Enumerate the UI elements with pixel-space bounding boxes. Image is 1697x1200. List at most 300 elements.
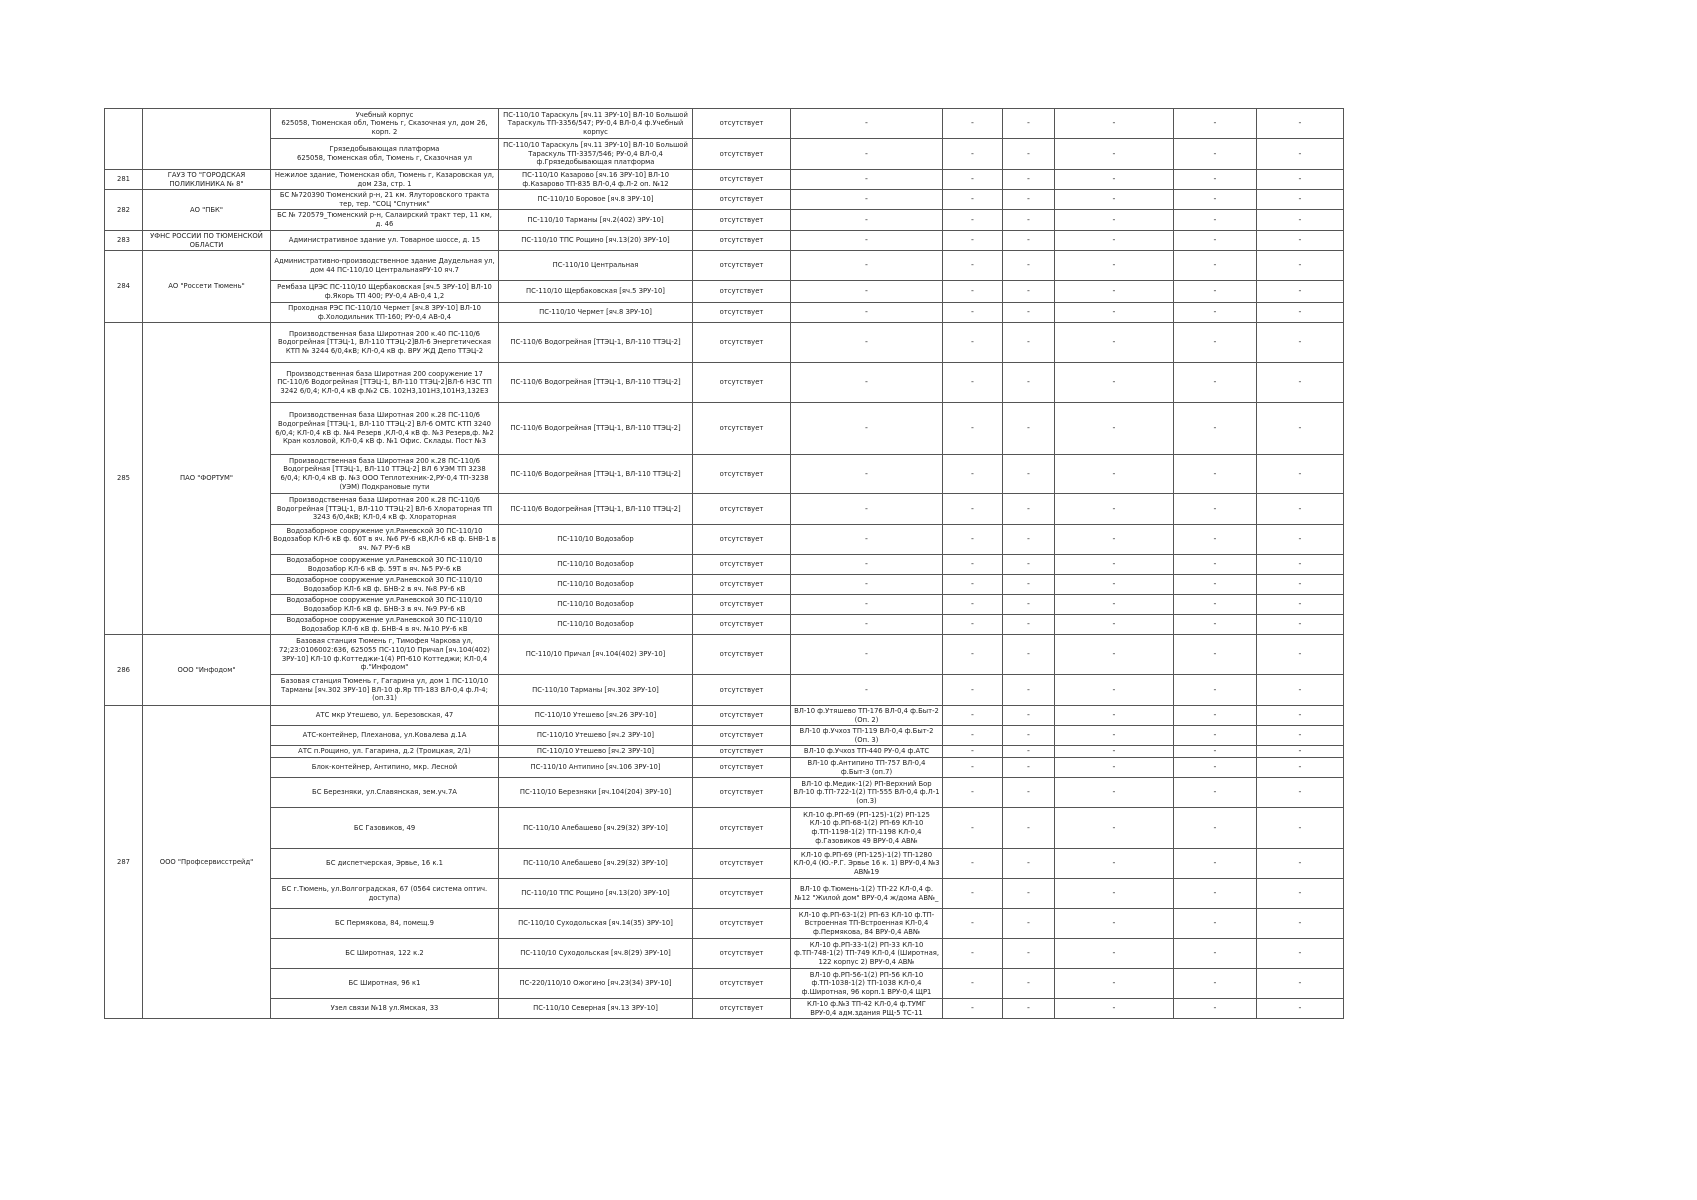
object-cell: БС диспетчерская, Эрвье, 16 к.1 — [271, 849, 499, 879]
status-cell: отсутствует — [693, 494, 791, 525]
object-cell: АТС п.Рощино, ул. Гагарина, д.2 (Троицкая, 2/1) — [271, 746, 499, 758]
status-cell: отсутствует — [693, 706, 791, 726]
table-row — [105, 363, 1344, 403]
col7-cell: - — [1003, 109, 1055, 139]
col10-cell: - — [1257, 778, 1344, 808]
col7-cell: - — [1003, 231, 1055, 251]
col7-cell: - — [1003, 778, 1055, 808]
col9-cell: - — [1174, 170, 1257, 190]
line-cell: КЛ-10 ф.РП-69 (РП-125)-1(2) РП-125 КЛ-10 ф.РП-68-1(2) РП-69 КЛ-10 ф.ТП-1198-1(2) ТП-1198 КЛ-0,4 ф.Газовиков 49 ВРУ-0,4 АВ№ — [791, 808, 943, 849]
power-source-cell: ПС-110/10 Антипино [яч.106 ЗРУ-10] — [499, 758, 693, 778]
col8-cell: - — [1055, 363, 1174, 403]
object-cell: Административно-производственное здание Даудельная ул, дом 44 ПС-110/10 ЦентральнаяРУ-10 яч.7 — [271, 251, 499, 281]
col8-cell: - — [1055, 595, 1174, 615]
line-cell: - — [791, 190, 943, 210]
line-cell: - — [791, 525, 943, 555]
col6-cell: - — [943, 494, 1003, 525]
col10-cell: - — [1257, 635, 1344, 675]
row-number-cell: 286 — [105, 635, 143, 706]
col10-cell: - — [1257, 281, 1344, 303]
table-row — [105, 403, 1344, 455]
object-cell: Водозаборное сооружение ул.Раневской 30 ПС-110/10 Водозабор КЛ-6 кВ ф. БНВ-3 в яч. №9 РУ-6 кВ — [271, 595, 499, 615]
row-number-cell: 284 — [105, 251, 143, 323]
col9-cell: - — [1174, 969, 1257, 999]
line-cell: - — [791, 363, 943, 403]
col10-cell: - — [1257, 575, 1344, 595]
col6-cell: - — [943, 758, 1003, 778]
col7-cell: - — [1003, 615, 1055, 635]
table-row — [105, 139, 1344, 170]
col6-cell: - — [943, 595, 1003, 615]
col10-cell: - — [1257, 879, 1344, 909]
line-cell: - — [791, 170, 943, 190]
line-cell: - — [791, 109, 943, 139]
status-cell: отсутствует — [693, 808, 791, 849]
col8-cell: - — [1055, 808, 1174, 849]
col8-cell: - — [1055, 190, 1174, 210]
power-source-cell: ПС-110/6 Водогрейная [ТТЭЦ-1, ВЛ-110 ТТЭЦ-2] — [499, 323, 693, 363]
col9-cell: - — [1174, 746, 1257, 758]
col7-cell: - — [1003, 403, 1055, 455]
col8-cell: - — [1055, 969, 1174, 999]
organization-cell: АО "Россети Тюмень" — [143, 251, 271, 323]
col9-cell: - — [1174, 455, 1257, 494]
col7-cell: - — [1003, 706, 1055, 726]
col6-cell: - — [943, 746, 1003, 758]
line-cell: - — [791, 455, 943, 494]
col7-cell: - — [1003, 575, 1055, 595]
col10-cell: - — [1257, 808, 1344, 849]
col6-cell: - — [943, 109, 1003, 139]
table-row — [105, 706, 1344, 726]
status-cell: отсутствует — [693, 251, 791, 281]
organization-cell: УФНС РОССИИ ПО ТЮМЕНСКОЙ ОБЛАСТИ — [143, 231, 271, 251]
col10-cell: - — [1257, 939, 1344, 969]
power-source-cell: ПС-110/10 ТПС Рощино [яч.13(20) ЗРУ-10] — [499, 879, 693, 909]
status-cell: отсутствует — [693, 455, 791, 494]
object-cell: Рембаза ЦРЭС ПС-110/10 Щербаковская [яч.5 ЗРУ-10] ВЛ-10 ф.Якорь ТП 400; РУ-0,4 АВ-0,4 1,2 — [271, 281, 499, 303]
object-cell: Водозаборное сооружение ул.Раневской 30 ПС-110/10 Водозабор КЛ-6 кВ ф. БНВ-4 в яч. №10 РУ-6 кВ — [271, 615, 499, 635]
col6-cell: - — [943, 231, 1003, 251]
col9-cell: - — [1174, 675, 1257, 706]
col7-cell: - — [1003, 879, 1055, 909]
status-cell: отсутствует — [693, 190, 791, 210]
power-source-cell: ПС-110/10 Березняки [яч.104(204) ЗРУ-10] — [499, 778, 693, 808]
line-cell: ВЛ-10 ф.Учхоз ТП-440 РУ-0,4 ф.АТС — [791, 746, 943, 758]
organization-cell: ООО "Профсервисстрейд" — [143, 706, 271, 1019]
status-cell: отсутствует — [693, 675, 791, 706]
line-cell: ВЛ-10 ф.Антипино ТП-757 ВЛ-0,4 ф.Быт-3 (оп.7) — [791, 758, 943, 778]
power-source-cell: ПС-110/10 Водозабор — [499, 595, 693, 615]
col9-cell: - — [1174, 575, 1257, 595]
status-cell: отсутствует — [693, 726, 791, 746]
line-cell: - — [791, 615, 943, 635]
col8-cell: - — [1055, 555, 1174, 575]
table-row — [105, 778, 1344, 808]
object-cell: БС Широтная, 122 к.2 — [271, 939, 499, 969]
col7-cell: - — [1003, 909, 1055, 939]
line-cell: ВЛ-10 ф.Утяшево ТП-176 ВЛ-0,4 ф.Быт-2 (Оп. 2) — [791, 706, 943, 726]
power-source-cell: ПС-110/10 Тараскуль [яч.11 ЗРУ-10] ВЛ-10 Большой Тараскуль ТП-3356/547; РУ-0,4 ВЛ-0,4 ф.Учебный корпус — [499, 109, 693, 139]
object-cell: Проходная РЭС ПС-110/10 Чермет [яч.8 ЗРУ-10] ВЛ-10 ф.Холодильник ТП-160; РУ-0,4 АВ-0,4 — [271, 303, 499, 323]
col9-cell: - — [1174, 251, 1257, 281]
line-cell: ВЛ-10 ф.РП-56-1(2) РП-56 КЛ-10 ф.ТП-1038-1(2) ТП-1038 КЛ-0,4 ф.Широтная, 96 корп.1 ВРУ-0,4 ЩР1 — [791, 969, 943, 999]
status-cell: отсутствует — [693, 778, 791, 808]
table-row — [105, 635, 1344, 675]
status-cell: отсутствует — [693, 635, 791, 675]
power-source-cell: ПС-110/10 Суходольская [яч.8(29) ЗРУ-10] — [499, 939, 693, 969]
power-source-cell: ПС-110/10 Казарово [яч.16 ЗРУ-10] ВЛ-10 ф.Казарово ТП-835 ВЛ-0,4 ф.Л-2 оп. №12 — [499, 170, 693, 190]
col6-cell: - — [943, 808, 1003, 849]
status-cell: отсутствует — [693, 909, 791, 939]
table-row — [105, 555, 1344, 575]
line-cell: - — [791, 139, 943, 170]
power-source-cell: ПС-110/10 Тарманы [яч.302 ЗРУ-10] — [499, 675, 693, 706]
line-cell: - — [791, 210, 943, 231]
col6-cell: - — [943, 726, 1003, 746]
object-cell: БС Газовиков, 49 — [271, 808, 499, 849]
object-cell: АТС мкр Утешево, ул. Березовская, 47 — [271, 706, 499, 726]
line-cell: ВЛ-10 ф.Учхоз ТП-119 ВЛ-0,4 ф.Быт-2 (Оп. 3) — [791, 726, 943, 746]
power-source-cell: ПС-110/10 Причал [яч.104(402) ЗРУ-10] — [499, 635, 693, 675]
col8-cell: - — [1055, 999, 1174, 1019]
table-row — [105, 281, 1344, 303]
col10-cell: - — [1257, 999, 1344, 1019]
col7-cell: - — [1003, 635, 1055, 675]
status-cell: отсутствует — [693, 879, 791, 909]
object-cell: Блок-контейнер, Антипино, мкр. Лесной — [271, 758, 499, 778]
table-row — [105, 758, 1344, 778]
col6-cell: - — [943, 281, 1003, 303]
col10-cell: - — [1257, 170, 1344, 190]
power-source-cell: ПС-110/6 Водогрейная [ТТЭЦ-1, ВЛ-110 ТТЭЦ-2] — [499, 363, 693, 403]
col9-cell: - — [1174, 190, 1257, 210]
col9-cell: - — [1174, 555, 1257, 575]
line-cell: - — [791, 303, 943, 323]
col8-cell: - — [1055, 251, 1174, 281]
col9-cell: - — [1174, 494, 1257, 525]
col10-cell: - — [1257, 969, 1344, 999]
status-cell: отсутствует — [693, 323, 791, 363]
col6-cell: - — [943, 999, 1003, 1019]
col7-cell: - — [1003, 303, 1055, 323]
object-cell: Базовая станция Тюмень г, Гагарина ул, дом 1 ПС-110/10 Тарманы [яч.302 ЗРУ-10] ВЛ-10 ф.Яр ТП-183 ВЛ-0,4 ф.Л-4; (оп.31) — [271, 675, 499, 706]
row-number-cell: 287 — [105, 706, 143, 1019]
status-cell: отсутствует — [693, 969, 791, 999]
line-cell: - — [791, 281, 943, 303]
col10-cell: - — [1257, 746, 1344, 758]
power-source-cell: ПС-110/10 Водозабор — [499, 615, 693, 635]
power-source-cell: ПС-110/10 Алебашево [яч.29(32) ЗРУ-10] — [499, 849, 693, 879]
table-row — [105, 849, 1344, 879]
row-number-cell: 283 — [105, 231, 143, 251]
col7-cell: - — [1003, 726, 1055, 746]
col10-cell: - — [1257, 494, 1344, 525]
line-cell: ВЛ-10 ф.Тюмень-1(2) ТП-22 КЛ-0,4 ф.№12 "Жилой дом" ВРУ-0,4 ж/дома АВ№_ — [791, 879, 943, 909]
status-cell: отсутствует — [693, 525, 791, 555]
row-number-cell — [105, 109, 143, 170]
object-cell: БС Березняки, ул.Славянская, зем.уч.7А — [271, 778, 499, 808]
line-cell: - — [791, 403, 943, 455]
col6-cell: - — [943, 575, 1003, 595]
power-source-cell: ПС-110/6 Водогрейная [ТТЭЦ-1, ВЛ-110 ТТЭЦ-2] — [499, 494, 693, 525]
col10-cell: - — [1257, 231, 1344, 251]
col9-cell: - — [1174, 403, 1257, 455]
col9-cell: - — [1174, 939, 1257, 969]
object-cell: Административное здание ул. Товарное шоссе, д. 15 — [271, 231, 499, 251]
row-number-cell: 281 — [105, 170, 143, 190]
col6-cell: - — [943, 363, 1003, 403]
col6-cell: - — [943, 849, 1003, 879]
object-cell: Водозаборное сооружение ул.Раневской 30 ПС-110/10 Водозабор КЛ-6 кВ ф. БНВ-2 в яч. №8 РУ-6 кВ — [271, 575, 499, 595]
line-cell: - — [791, 494, 943, 525]
col10-cell: - — [1257, 675, 1344, 706]
status-cell: отсутствует — [693, 758, 791, 778]
status-cell: отсутствует — [693, 555, 791, 575]
col10-cell: - — [1257, 210, 1344, 231]
col8-cell: - — [1055, 170, 1174, 190]
power-source-cell: ПС-110/10 Центральная — [499, 251, 693, 281]
line-cell: КЛ-10 ф.РП-33-1(2) РП-33 КЛ-10 ф.ТП-748-1(2) ТП-749 КЛ-0,4 (Широтная, 122 корпус 2) ВРУ-0,4 АВ№ — [791, 939, 943, 969]
col10-cell: - — [1257, 595, 1344, 615]
row-number-cell: 285 — [105, 323, 143, 635]
object-cell: Производственная база Широтная 200 к.28 ПС-110/6 Водогрейная [ТТЭЦ-1, ВЛ-110 ТТЭЦ-2] ВЛ 6 УЭМ ТП 3238 6/0,4; КЛ-0,4 кВ ф. №3 ООО Теплотехник-2,РУ-0,4 ТП-3238 (УЭМ) Подкрановые пути — [271, 455, 499, 494]
line-cell: - — [791, 231, 943, 251]
col9-cell: - — [1174, 635, 1257, 675]
col9-cell: - — [1174, 303, 1257, 323]
col8-cell: - — [1055, 849, 1174, 879]
object-cell: Водозаборное сооружение ул.Раневской 30 ПС-110/10 Водозабор КЛ-6 кВ ф. 60Т в яч. №6 РУ-6 кВ,КЛ-6 кВ ф. БНВ-1 в яч. №7 РУ-6 кВ — [271, 525, 499, 555]
object-cell: БС № 720579_Тюменский р-н, Салаирский тракт тер, 11 км, д. 46 — [271, 210, 499, 231]
table-row — [105, 675, 1344, 706]
col6-cell: - — [943, 403, 1003, 455]
col6-cell: - — [943, 909, 1003, 939]
organization-cell: АО "ПБК" — [143, 190, 271, 231]
line-cell: - — [791, 555, 943, 575]
col6-cell: - — [943, 251, 1003, 281]
status-cell: отсутствует — [693, 849, 791, 879]
table-row — [105, 999, 1344, 1019]
col7-cell: - — [1003, 170, 1055, 190]
col9-cell: - — [1174, 999, 1257, 1019]
connections-table — [104, 108, 1344, 1019]
table-row — [105, 909, 1344, 939]
col8-cell: - — [1055, 231, 1174, 251]
line-cell: - — [791, 575, 943, 595]
line-cell: КЛ-10 ф.РП-69 (РП-125)-1(2) ТП-1280 КЛ-0,4 (Ю.-Р.Г. Эрвье 16 к. 1) ВРУ-0,4 №3 АВ№19 — [791, 849, 943, 879]
col10-cell: - — [1257, 363, 1344, 403]
col10-cell: - — [1257, 190, 1344, 210]
col9-cell: - — [1174, 109, 1257, 139]
col6-cell: - — [943, 706, 1003, 726]
object-cell: БС Пермякова, 84, помещ.9 — [271, 909, 499, 939]
col6-cell: - — [943, 210, 1003, 231]
status-cell: отсутствует — [693, 615, 791, 635]
status-cell: отсутствует — [693, 281, 791, 303]
col8-cell: - — [1055, 758, 1174, 778]
status-cell: отсутствует — [693, 303, 791, 323]
power-source-cell: ПС-110/10 Тарманы [яч.2(402) ЗРУ-10] — [499, 210, 693, 231]
power-source-cell: ПС-110/10 Щербаковская [яч.5 ЗРУ-10] — [499, 281, 693, 303]
line-cell: - — [791, 675, 943, 706]
power-source-cell: ПС-110/6 Водогрейная [ТТЭЦ-1, ВЛ-110 ТТЭЦ-2] — [499, 403, 693, 455]
line-cell: - — [791, 595, 943, 615]
col10-cell: - — [1257, 251, 1344, 281]
col6-cell: - — [943, 778, 1003, 808]
power-source-cell: ПС-110/10 ТПС Рощино [яч.13(20) ЗРУ-10] — [499, 231, 693, 251]
table-row — [105, 879, 1344, 909]
object-cell: БС Широтная, 96 к1 — [271, 969, 499, 999]
col9-cell: - — [1174, 849, 1257, 879]
col6-cell: - — [943, 455, 1003, 494]
col7-cell: - — [1003, 675, 1055, 706]
table-row — [105, 190, 1344, 210]
col8-cell: - — [1055, 303, 1174, 323]
power-source-cell: ПС-110/10 Утешево [яч.2 ЗРУ-10] — [499, 746, 693, 758]
col7-cell: - — [1003, 595, 1055, 615]
row-number-cell: 282 — [105, 190, 143, 231]
object-cell: Производственная база Широтная 200 к.40 ПС-110/6 Водогрейная [ТТЭЦ-1, ВЛ-110 ТТЭЦ-2]ВЛ-6 Энергетическая КТП № 3244 6/0,4кВ; КЛ-0,4 кВ ф. ВРУ ЖД Депо ТТЭЦ-2 — [271, 323, 499, 363]
col10-cell: - — [1257, 323, 1344, 363]
col7-cell: - — [1003, 969, 1055, 999]
organization-cell: ГАУЗ ТО "ГОРОДСКАЯ ПОЛИКЛИНИКА № 8" — [143, 170, 271, 190]
col6-cell: - — [943, 190, 1003, 210]
status-cell: отсутствует — [693, 939, 791, 969]
col9-cell: - — [1174, 758, 1257, 778]
col7-cell: - — [1003, 939, 1055, 969]
power-source-cell: ПС-110/10 Водозабор — [499, 555, 693, 575]
col7-cell: - — [1003, 251, 1055, 281]
col10-cell: - — [1257, 849, 1344, 879]
power-source-cell: ПС-110/10 Водозабор — [499, 575, 693, 595]
col6-cell: - — [943, 139, 1003, 170]
object-cell: Производственная база Широтная 200 к.28 ПС-110/6 Водогрейная [ТТЭЦ-1, ВЛ-110 ТТЭЦ-2] ВЛ-6 ОМТС КТП 3240 6/0,4; КЛ-0,4 кВ ф. №4 Резерв ,КЛ-0,4 кВ ф. №3 Резерв,ф. №2 Кран козловой, КЛ-0,4 кВ ф. №1 Офис. Склады. Пост №3 — [271, 403, 499, 455]
col8-cell: - — [1055, 746, 1174, 758]
col8-cell: - — [1055, 139, 1174, 170]
status-cell: отсутствует — [693, 363, 791, 403]
line-cell: - — [791, 323, 943, 363]
table-row — [105, 303, 1344, 323]
status-cell: отсутствует — [693, 210, 791, 231]
col8-cell: - — [1055, 909, 1174, 939]
line-cell: - — [791, 251, 943, 281]
col9-cell: - — [1174, 323, 1257, 363]
status-cell: отсутствует — [693, 139, 791, 170]
col8-cell: - — [1055, 494, 1174, 525]
object-cell: Грязедобывающая платформа 625058, Тюменская обл, Тюмень г, Сказочная ул — [271, 139, 499, 170]
status-cell: отсутствует — [693, 999, 791, 1019]
object-cell: Узел связи №18 ул.Ямская, 33 — [271, 999, 499, 1019]
power-source-cell: ПС-110/10 Утешево [яч.2 ЗРУ-10] — [499, 726, 693, 746]
power-source-cell: ПС-110/10 Боровое [яч.8 ЗРУ-10] — [499, 190, 693, 210]
table-row — [105, 595, 1344, 615]
power-source-cell: ПС-110/10 Водозабор — [499, 525, 693, 555]
col9-cell: - — [1174, 525, 1257, 555]
table-row — [105, 494, 1344, 525]
object-cell: Базовая станция Тюмень г, Тимофея Чаркова ул, 72;23:0106002:636, 625055 ПС-110/10 Причал [яч.104(402) ЗРУ-10] КЛ-10 ф.Коттеджи-1(4) РП-610 Коттеджи; КЛ-0,4 ф."Инфодом" — [271, 635, 499, 675]
table-row — [105, 746, 1344, 758]
table-row — [105, 939, 1344, 969]
col6-cell: - — [943, 323, 1003, 363]
col8-cell: - — [1055, 109, 1174, 139]
col8-cell: - — [1055, 575, 1174, 595]
organization-cell: ПАО "ФОРТУМ" — [143, 323, 271, 635]
line-cell: ВЛ-10 ф.Медик-1(2) РП-Верхний Бор ВЛ-10 ф.ТП-722-1(2) ТП-555 ВЛ-0,4 ф.Л-1 (оп.3) — [791, 778, 943, 808]
col9-cell: - — [1174, 363, 1257, 403]
col8-cell: - — [1055, 281, 1174, 303]
col8-cell: - — [1055, 525, 1174, 555]
table-row — [105, 251, 1344, 281]
col7-cell: - — [1003, 455, 1055, 494]
col9-cell: - — [1174, 706, 1257, 726]
col6-cell: - — [943, 675, 1003, 706]
table-row — [105, 969, 1344, 999]
object-cell: Производственная база Широтная 200 сооружение 17 ПС-110/6 Водогрейная [ТТЭЦ-1, ВЛ-110 ТТЭЦ-2]ВЛ-6 НЗС ТП 3242 6/0,4; КЛ-0,4 кВ ф.№2 СБ. 102Н3,101Н3,101Н3,132Е3 — [271, 363, 499, 403]
col9-cell: - — [1174, 281, 1257, 303]
col10-cell: - — [1257, 909, 1344, 939]
spreadsheet-page — [104, 108, 1344, 1019]
col7-cell: - — [1003, 363, 1055, 403]
col10-cell: - — [1257, 555, 1344, 575]
col9-cell: - — [1174, 615, 1257, 635]
power-source-cell: ПС-220/110/10 Ожогино [яч.23(34) ЗРУ-10] — [499, 969, 693, 999]
organization-cell — [143, 109, 271, 170]
table-row — [105, 231, 1344, 251]
col6-cell: - — [943, 615, 1003, 635]
col7-cell: - — [1003, 808, 1055, 849]
line-cell: - — [791, 635, 943, 675]
col10-cell: - — [1257, 403, 1344, 455]
col7-cell: - — [1003, 494, 1055, 525]
col9-cell: - — [1174, 139, 1257, 170]
col7-cell: - — [1003, 999, 1055, 1019]
col7-cell: - — [1003, 746, 1055, 758]
object-cell: АТС-контейнер, Плеханова, ул.Ковалева д.1А — [271, 726, 499, 746]
col8-cell: - — [1055, 455, 1174, 494]
power-source-cell: ПС-110/10 Суходольская [яч.14(35) ЗРУ-10] — [499, 909, 693, 939]
col8-cell: - — [1055, 635, 1174, 675]
col6-cell: - — [943, 879, 1003, 909]
status-cell: отсутствует — [693, 595, 791, 615]
col7-cell: - — [1003, 323, 1055, 363]
col10-cell: - — [1257, 139, 1344, 170]
table-row — [105, 455, 1344, 494]
power-source-cell: ПС-110/10 Алебашево [яч.29(32) ЗРУ-10] — [499, 808, 693, 849]
col10-cell: - — [1257, 109, 1344, 139]
col8-cell: - — [1055, 323, 1174, 363]
object-cell: Производственная база Широтная 200 к.28 ПС-110/6 Водогрейная [ТТЭЦ-1, ВЛ-110 ТТЭЦ-2] ВЛ-6 Хлораторная ТП 3243 6/0,4кВ; КЛ-0,4 кВ ф. Хлораторная — [271, 494, 499, 525]
col8-cell: - — [1055, 939, 1174, 969]
status-cell: отсутствует — [693, 403, 791, 455]
object-cell: Учебный корпус 625058, Тюменская обл, Тюмень г, Сказочная ул, дом 26, корп. 2 — [271, 109, 499, 139]
status-cell: отсутствует — [693, 575, 791, 595]
table-row — [105, 170, 1344, 190]
col8-cell: - — [1055, 706, 1174, 726]
line-cell: КЛ-10 ф.РП-63-1(2) РП-63 КЛ-10 ф.ТП-Встроенная ТП-Встроенная КЛ-0,4 ф.Пермякова, 84 ВРУ-0,4 АВ№ — [791, 909, 943, 939]
col6-cell: - — [943, 303, 1003, 323]
col8-cell: - — [1055, 778, 1174, 808]
col7-cell: - — [1003, 190, 1055, 210]
col10-cell: - — [1257, 726, 1344, 746]
col7-cell: - — [1003, 525, 1055, 555]
col7-cell: - — [1003, 849, 1055, 879]
col7-cell: - — [1003, 758, 1055, 778]
table-row — [105, 525, 1344, 555]
object-cell: Водозаборное сооружение ул.Раневской 30 ПС-110/10 Водозабор КЛ-6 кВ ф. 59Т в яч. №5 РУ-6 кВ — [271, 555, 499, 575]
col9-cell: - — [1174, 231, 1257, 251]
object-cell: БС г.Тюмень, ул.Волгоградская, 67 (0564 система оптич. доступа) — [271, 879, 499, 909]
col9-cell: - — [1174, 879, 1257, 909]
